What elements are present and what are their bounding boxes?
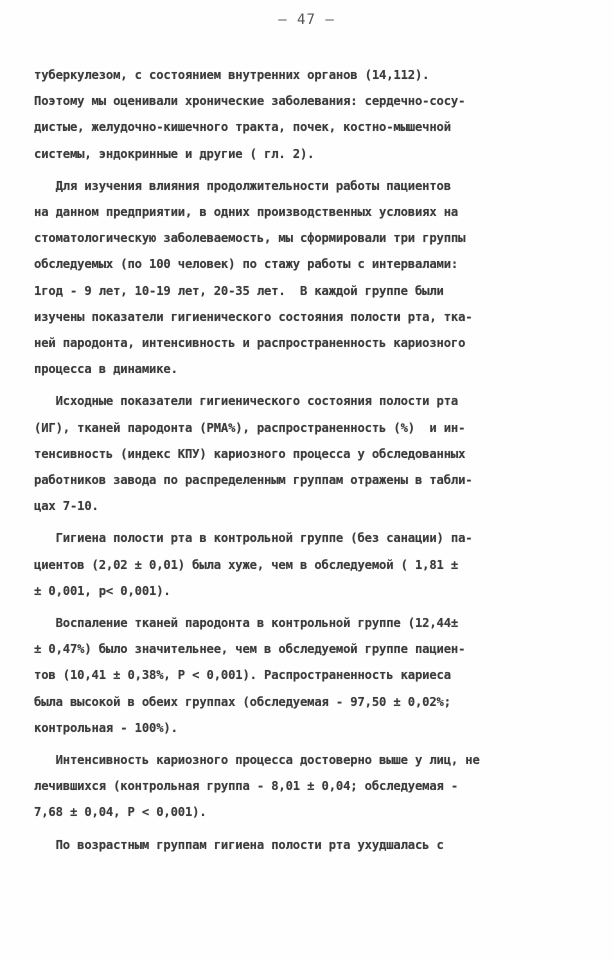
text-line: стоматологическую заболеваемость, мы сформировали три группы [34, 231, 466, 246]
text-line: тов (10,41 ± 0,38%, Р < 0,001). Распространенность кариеса [34, 668, 451, 683]
text-line: системы, эндокринные и другие ( гл. 2). [34, 146, 315, 161]
paragraph-2 [34, 173, 594, 383]
text-line: работников завода по распределенным группам отражены в табли- [34, 473, 473, 488]
paragraph-1 [34, 62, 594, 167]
text-line: 1год - 9 лет, 10-19 лет, 20-35 лет. В каждой группе были [34, 283, 444, 298]
text-line: была высокой в обеих группах (обследуемая - 97,50 ± 0,02%; [34, 694, 451, 709]
text-line: Воспаление тканей пародонта в контрольной группе (12,44± [34, 616, 459, 631]
text-line: процесса в динамике. [34, 362, 178, 377]
body-text [34, 62, 594, 858]
text-line: цах 7-10. [34, 499, 99, 514]
text-line: лечившихся (контрольная группа - 8,01 ± 0,04; обследуемая - [34, 779, 459, 794]
text-line: тенсивность (индекс КПУ) кариозного процесса у обследованных [34, 446, 466, 461]
text-line: 7,68 ± 0,04, Р < 0,001). [34, 805, 207, 820]
text-line: ± 0,47%) было значительнее, чем в обследуемой группе пациен- [34, 642, 466, 657]
text-line: циентов (2,02 ± 0,01) была хуже, чем в обследуемой ( 1,81 ± [34, 557, 459, 572]
text-line: изучены показатели гигиенического состояния полости рта, тка- [34, 309, 473, 324]
text-line: ней пародонта, интенсивность и распространенность кариозного [34, 336, 466, 351]
text-line: дистые, желудочно-кишечного тракта, почек, костно-мышечной [34, 120, 451, 135]
text-line: Для изучения влияния продолжительности работы пациентов [34, 178, 451, 193]
text-line: (ИГ), тканей пародонта (РМА%), распространенность (%) и ин- [34, 420, 466, 435]
paragraph-7 [34, 832, 594, 858]
text-line: Поэтому мы оценивали хронические заболевания: сердечно-сосу- [34, 94, 466, 109]
paragraph-4 [34, 525, 594, 604]
paragraph-3 [34, 388, 594, 519]
text-line: Гигиена полости рта в контрольной группе (без санации) па- [34, 531, 473, 546]
text-line: обследуемых (по 100 человек) по стажу работы с интервалами: [34, 257, 459, 272]
text-line: на данном предприятии, в одних производственных условиях на [34, 205, 459, 220]
text-line: По возрастным группам гигиена полости рта ухудшалась с [34, 837, 444, 852]
text-line: Интенсивность кариозного процесса достоверно выше у лиц, не [34, 753, 480, 768]
page-number: – 47 – [278, 12, 335, 28]
paragraph-6 [34, 747, 594, 826]
text-line: ± 0,001, р< 0,001). [34, 583, 171, 598]
text-line: туберкулезом, с состоянием внутренних органов (14,112). [34, 68, 430, 82]
paragraph-5 [34, 610, 594, 741]
text-line: контрольная - 100%). [34, 720, 178, 735]
text-line: Исходные показатели гигиенического состояния полости рта [34, 394, 459, 409]
